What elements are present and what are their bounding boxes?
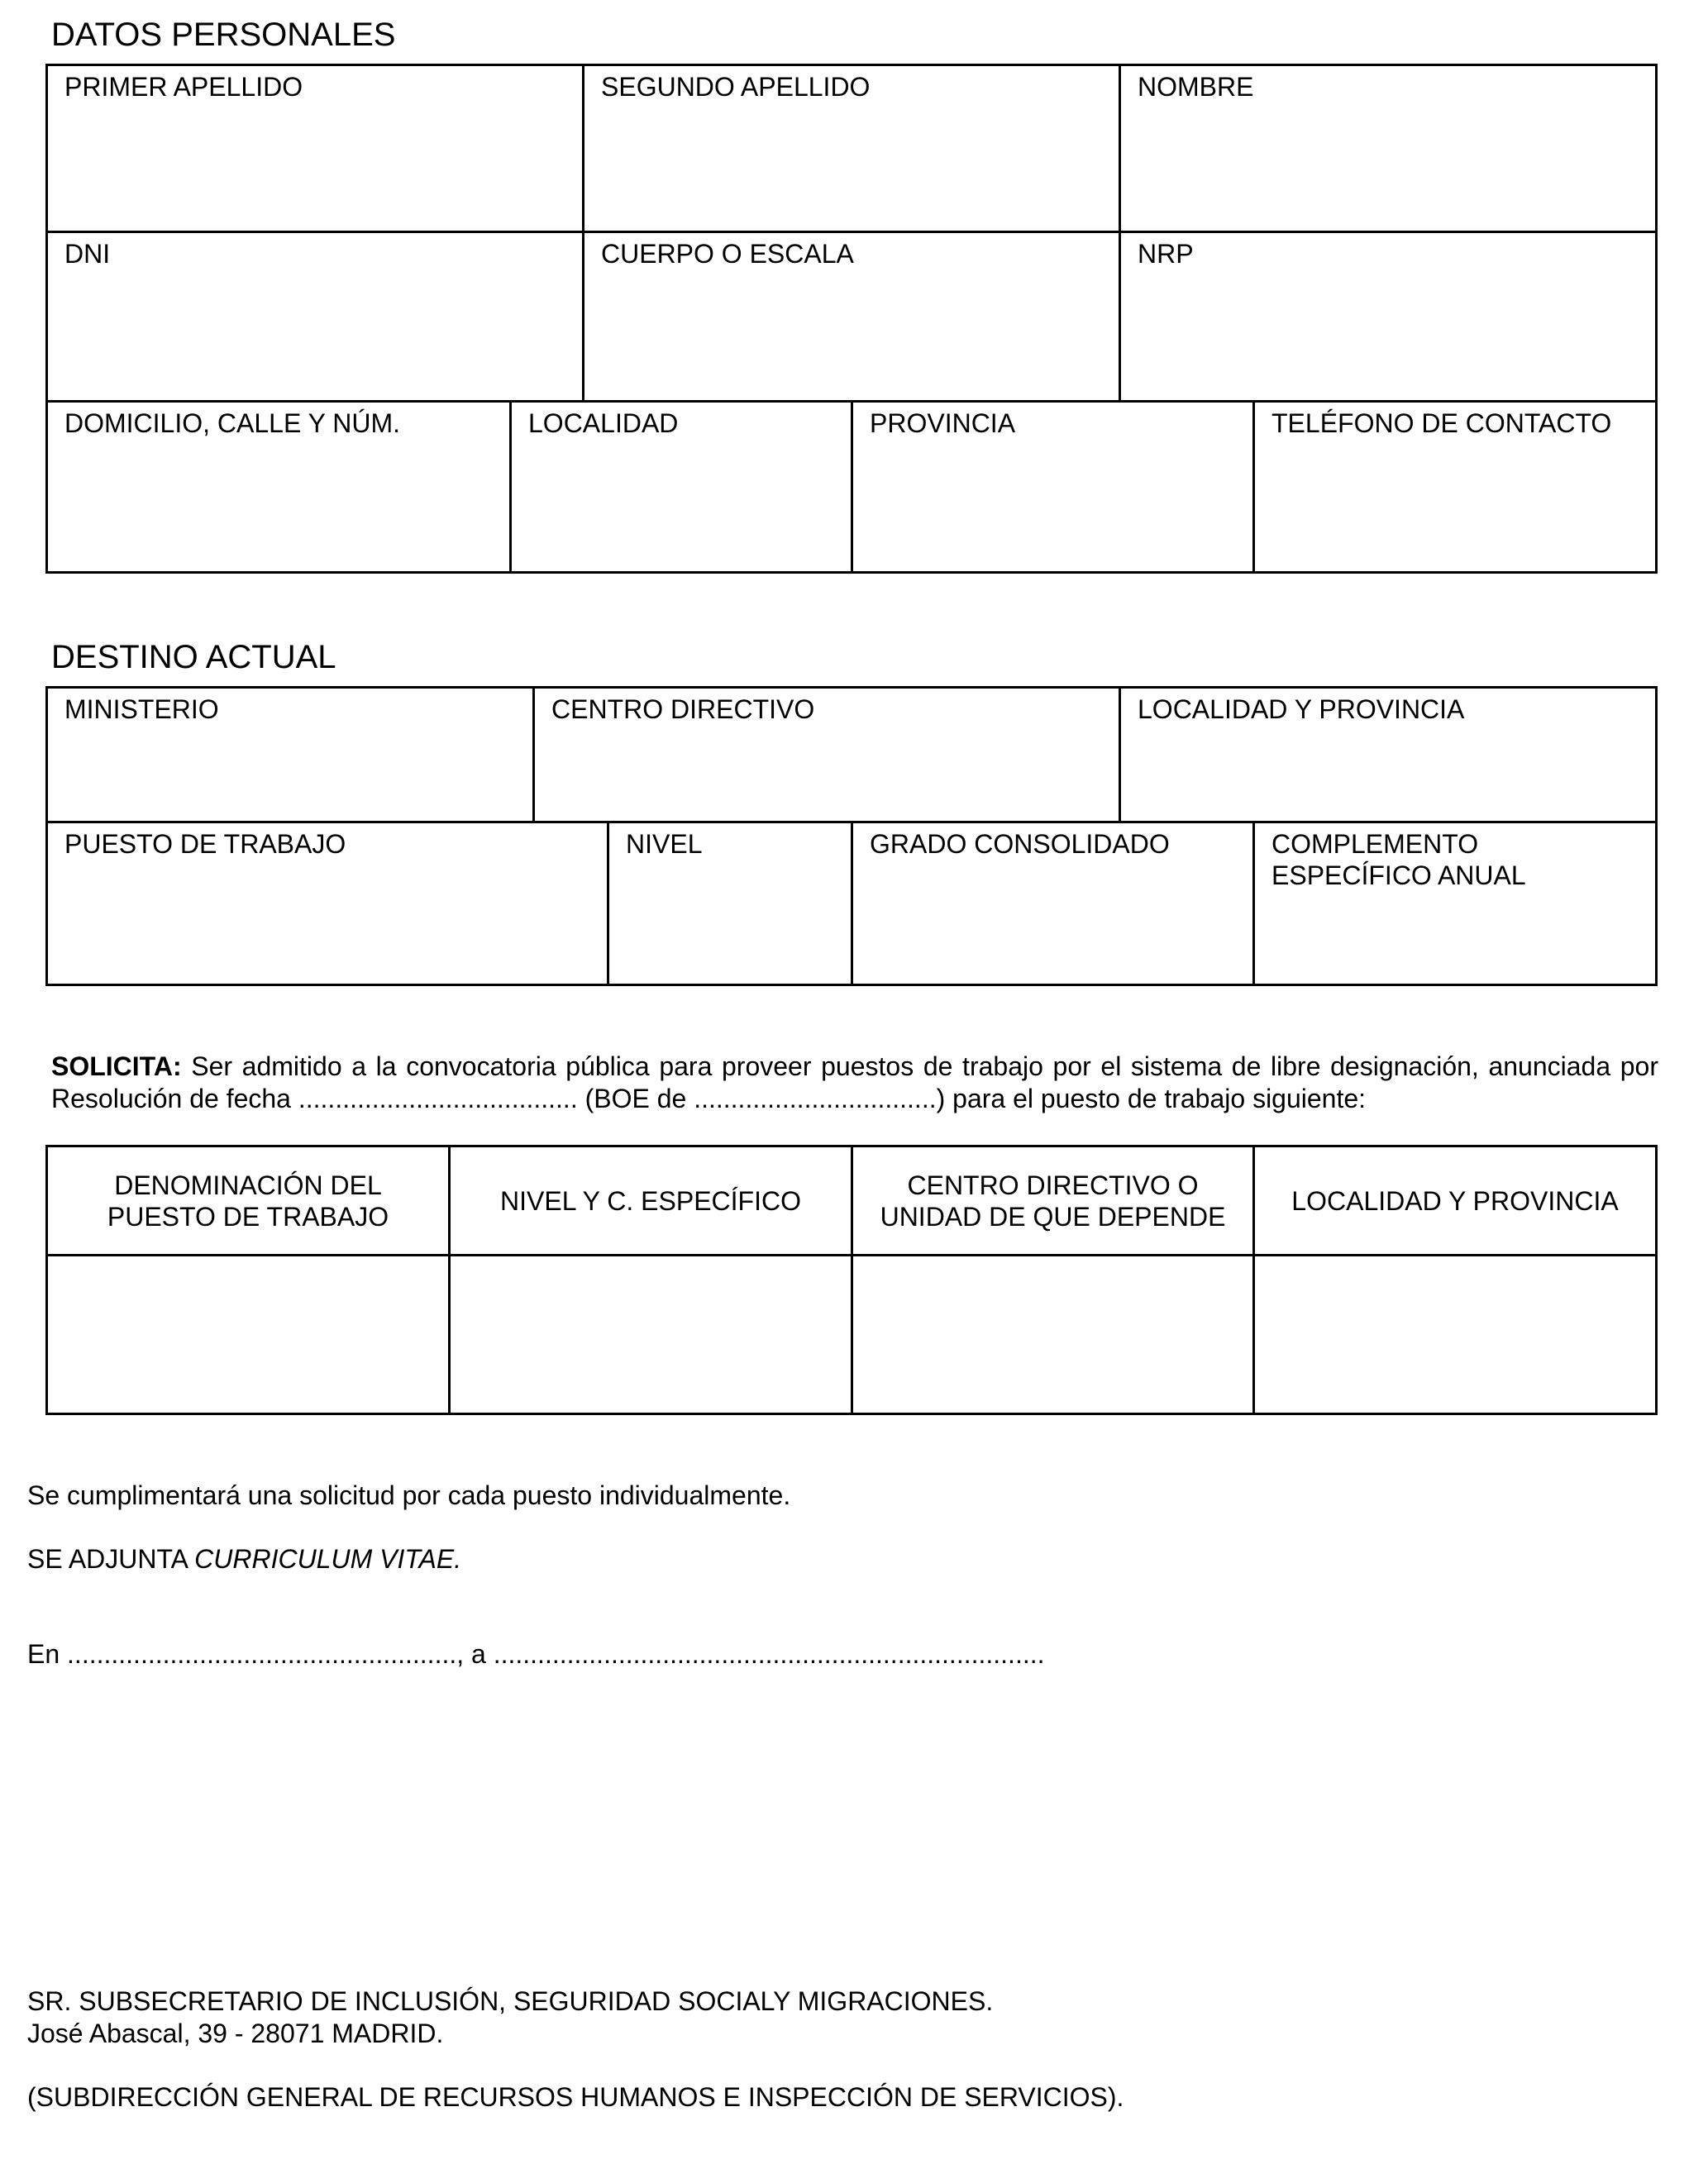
puesto-solicitado-table [45, 1145, 1658, 1415]
primer-apellido-field[interactable] [48, 66, 584, 231]
puesto-trabajo-field[interactable] [48, 823, 609, 984]
field-label: SEGUNDO APELLIDO [601, 72, 871, 102]
provincia-field[interactable] [853, 403, 1255, 571]
field-label: MINISTERIO [64, 694, 219, 724]
table-row [48, 689, 1655, 823]
table-row [48, 233, 1655, 403]
segundo-apellido-field[interactable] [584, 66, 1121, 231]
field-label: NIVEL [626, 829, 703, 859]
column-header: DENOMINACIÓN DEL PUESTO DE TRABAJO [48, 1147, 451, 1254]
column-header: NIVEL Y C. ESPECÍFICO [451, 1147, 853, 1254]
table-row [48, 1256, 1655, 1413]
denominacion-input-cell[interactable] [48, 1256, 451, 1413]
telefono-field[interactable] [1255, 403, 1655, 571]
field-label: PUESTO DE TRABAJO [64, 829, 346, 859]
field-label: LOCALIDAD Y PROVINCIA [1138, 694, 1465, 724]
field-label: NRP [1138, 239, 1194, 269]
field-label: CENTRO DIRECTIVO [551, 694, 815, 724]
field-label: PRIMER APELLIDO [64, 72, 303, 102]
nombre-field[interactable] [1121, 66, 1655, 231]
localidad-field[interactable] [512, 403, 853, 571]
field-label: NOMBRE [1138, 72, 1254, 102]
domicilio-field[interactable] [48, 403, 512, 571]
centro-directivo-input-cell[interactable] [853, 1256, 1255, 1413]
field-label: TELÉFONO DE CONTACTO [1271, 408, 1612, 438]
adjunta-prefix: SE ADJUNTA [27, 1544, 195, 1574]
field-label: PROVINCIA [870, 408, 1016, 438]
solicita-text: Ser admitido a la convocatoria pública para proveer puestos de trabajo por el sistema de libre designación, anunciada por Resolución de fecha ...................................... (BOE de .................................) para el puesto de trabajo siguiente: [51, 1051, 1659, 1113]
table-row [48, 66, 1655, 233]
adjunta-italic: CURRICULUM VITAE. [194, 1544, 462, 1574]
nivel-especifico-input-cell[interactable] [451, 1256, 853, 1413]
nrp-field[interactable] [1121, 233, 1655, 400]
field-label: DNI [64, 239, 111, 269]
destinatario-line1: SR. SUBSECRETARIO DE INCLUSIÓN, SEGURIDAD SOCIALY MIGRACIONES. [27, 1986, 994, 2016]
field-label: GRADO CONSOLIDADO [870, 829, 1170, 859]
solicita-label: SOLICITA: [51, 1051, 182, 1081]
lugar-fecha-line[interactable]: En ....................................................., a ........................................................................... [27, 1639, 1045, 1669]
field-label: DOMICILIO, CALLE Y NÚM. [64, 408, 401, 438]
table-row [48, 403, 1655, 571]
destino-actual-table [45, 686, 1658, 986]
datos-personales-table [45, 64, 1658, 574]
destinatario-address: José Abascal, 39 - 28071 MADRID. [27, 2019, 444, 2048]
localidad-provincia-field[interactable] [1121, 689, 1655, 821]
centro-directivo-field[interactable] [535, 689, 1121, 821]
localidad-provincia-input-cell[interactable] [1255, 1256, 1655, 1413]
column-header: CENTRO DIRECTIVO O UNIDAD DE QUE DEPENDE [853, 1147, 1255, 1254]
section-title-datos-personales: DATOS PERSONALES [51, 17, 396, 53]
adjunta-cv-note [27, 1543, 461, 1575]
ministerio-field[interactable] [48, 689, 535, 821]
solicita-paragraph [51, 1051, 1658, 1115]
cuerpo-escala-field[interactable] [584, 233, 1121, 400]
field-label: LOCALIDAD [528, 408, 679, 438]
dni-field[interactable] [48, 233, 584, 400]
nivel-field[interactable] [609, 823, 853, 984]
table-row [48, 823, 1655, 984]
section-title-destino-actual: DESTINO ACTUAL [51, 639, 336, 675]
una-solicitud-note: Se cumplimentará una solicitud por cada puesto individualmente. [27, 1480, 791, 1510]
destinatario-subdireccion: (SUBDIRECCIÓN GENERAL DE RECURSOS HUMANOS E INSPECCIÓN DE SERVICIOS). [27, 2082, 1124, 2112]
table-header-row [48, 1147, 1655, 1256]
grado-consolidado-field[interactable] [853, 823, 1255, 984]
field-label: COMPLEMENTO ESPECÍFICO ANUAL [1271, 829, 1526, 890]
complemento-especifico-field[interactable] [1255, 823, 1655, 984]
field-label: CUERPO O ESCALA [601, 239, 854, 269]
column-header: LOCALIDAD Y PROVINCIA [1291, 1185, 1619, 1216]
